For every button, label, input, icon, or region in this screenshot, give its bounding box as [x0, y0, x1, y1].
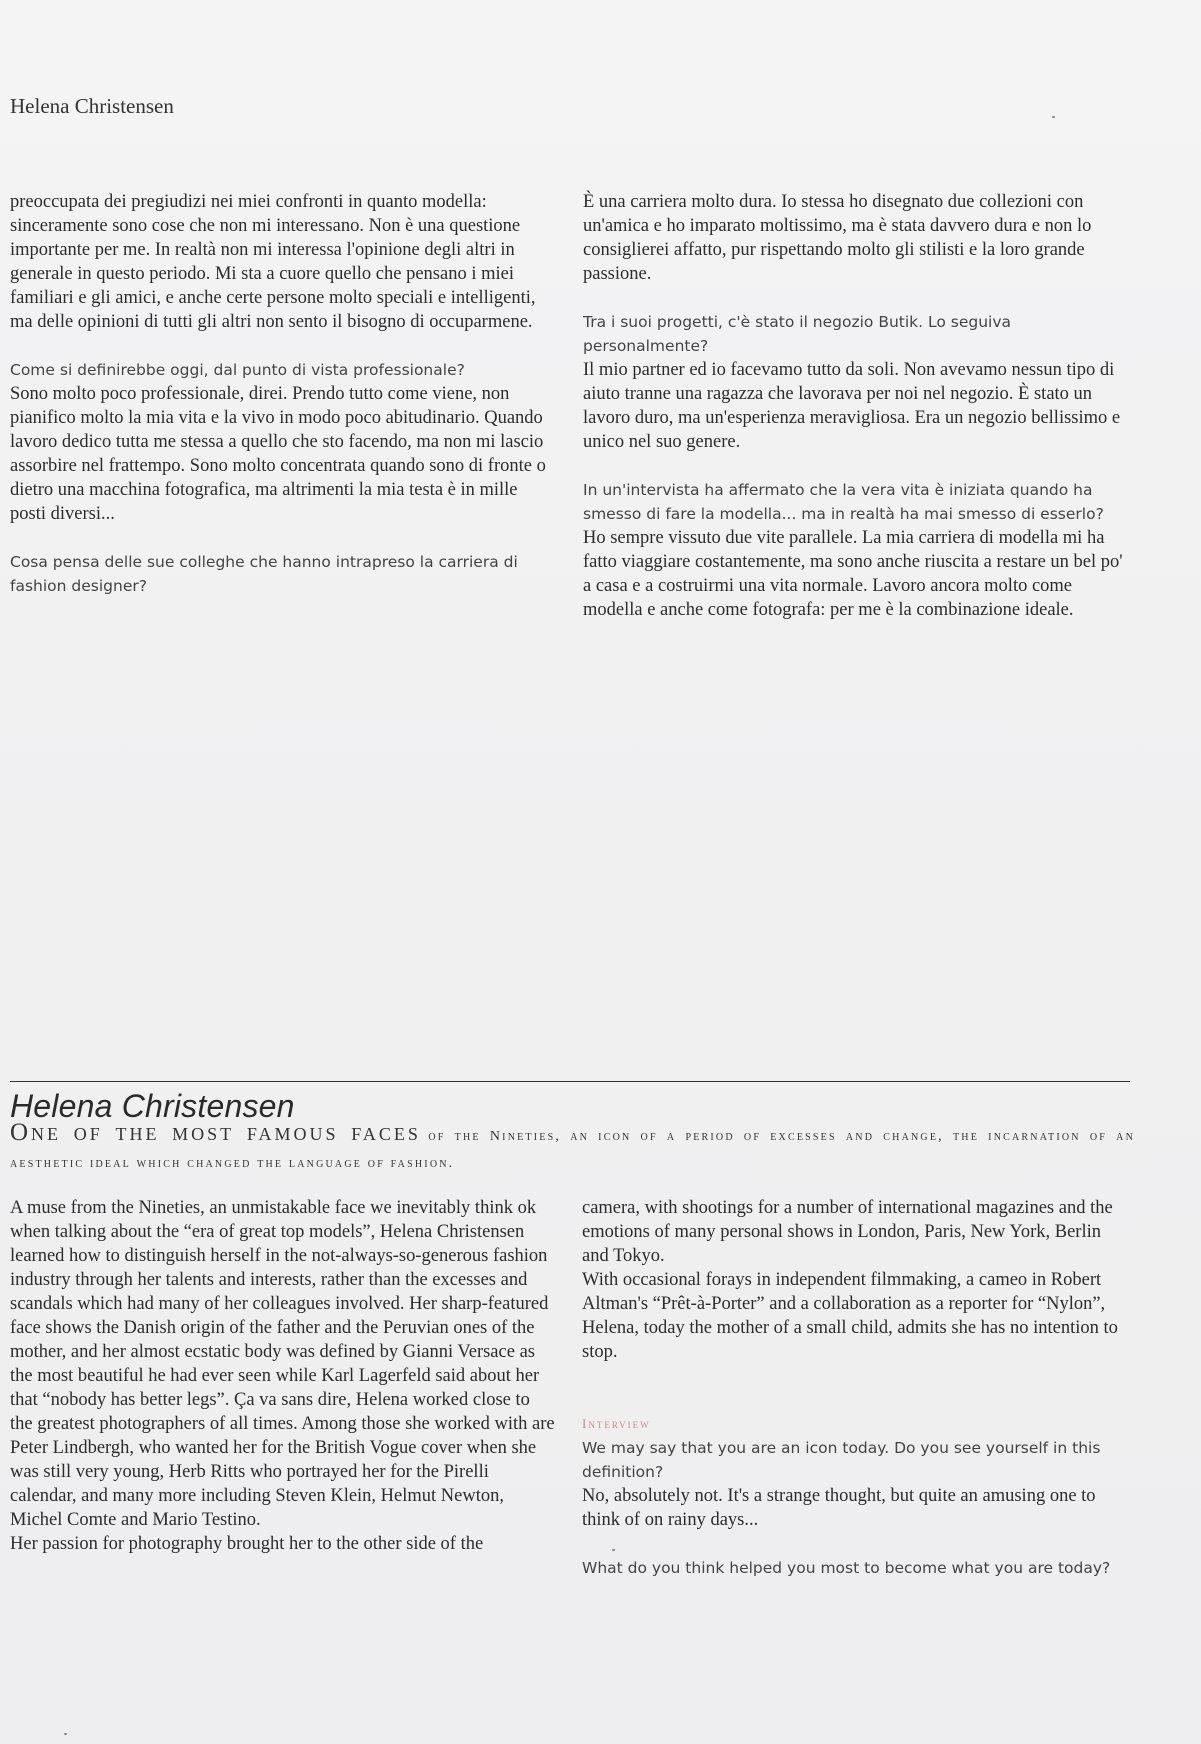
italian-answer: Il mio partner ed io facevamo tutto da soli. Non avevamo nessun tipo di aiuto tranne una ragazza che lavorava per noi nel negozio. È stato un lavoro duro, ma un'esperienza meravigliosa. Era un negozio bellissimo e unico nel suo genere.	[583, 360, 1121, 452]
italian-question: Tra i suoi progetti, c'è stato il negozio Butik. Lo seguiva personalmente?	[583, 313, 1012, 355]
deck-lead: One of the most famous faces	[10, 1119, 421, 1146]
section-divider	[10, 1081, 1130, 1082]
scan-speck	[1052, 116, 1055, 118]
italian-question: Come si definirebbe oggi, dal punto di vista professionale?	[10, 361, 465, 379]
running-head: Helena Christensen	[10, 94, 174, 118]
italian-answer: È una carriera molto dura. Io stessa ho disegnato due collezioni con un'amica e ho imparato moltissimo, ma è stata davvero dura e non lo consiglierei affatto, pur rispettando molto gli stilisti e la loro grande passione.	[583, 192, 1092, 284]
english-body: A muse from the Nineties, an unmistakable face we inevitably think ok when talking about the “era of great top models”, Helena Christensen learned how to distinguish herself in the not-always-so-generous fashion industry through her talents and interests, rather than the excesses and scandals which had many of her colleagues involved. Her sharp-featured face shows the Danish origin of the father and the Peruvian ones of the mother, and her almost ecstatic body was defined by Gianni Versace as the most beautiful he had ever seen while Karl Lagerfeld said about her that “nobody has better legs”. Ça va sans dire, Helena worked close to the greatest photographers of all times. Among those she worked with are Peter Lindbergh, who wanted her for the British Vogue cover when she was still very young, Herb Ritts who portrayed her for the Pirelli calendar, and many more including Steven Klein, Helmut Newton, Michel Comte and Mario Testino.	[10, 1198, 555, 1530]
article-deck	[10, 1120, 1135, 1177]
deck-rest: of the Nineties, an icon of a period of excesses and change, the incarnation of an aesthetic ideal which changed the language of fashion.	[10, 1129, 1136, 1171]
english-question: What do you think helped you most to become what you are today?	[582, 1559, 1111, 1577]
interview-label: Interview	[582, 1416, 651, 1431]
italian-left-column	[10, 190, 558, 598]
english-answer: No, absolutely not. It's a strange thought, but quite an amusing one to think of on rainy days...	[582, 1486, 1096, 1530]
scan-speck	[612, 1549, 615, 1551]
italian-answer: Sono molto poco professionale, direi. Prendo tutto come viene, non pianifico molto la mia vita e la vivo in modo poco abitudinario. Quando lavoro dedico tutta me stessa a quello che sto facendo, ma non mi lascio assorbire nel frattempo. Sono molto concentrata quando sono di fronte o dietro una macchina fotografica, ma altrimenti la mia testa è in mille posti diversi...	[10, 384, 546, 524]
english-right-column	[582, 1196, 1130, 1580]
english-left-column	[10, 1196, 556, 1556]
english-body: With occasional forays in independent filmmaking, a cameo in Robert Altman's “Prêt-à-Porter” and a collaboration as a reporter for “Nylon”, Helena, today the mother of a small child, admits she has no intention to stop.	[582, 1270, 1118, 1362]
scan-speck	[64, 1733, 67, 1735]
english-question: We may say that you are an icon today. Do you see yourself in this definition?	[582, 1439, 1101, 1481]
italian-question: Cosa pensa delle sue colleghe che hanno intrapreso la carriera di fashion designer?	[10, 553, 518, 595]
italian-answer: Ho sempre vissuto due vite parallele. La mia carriera di modella mi ha fatto viaggiare costantemente, ma sono anche riuscita a restare un bel po' a casa e a costruirmi una vita normale. Lavoro ancora molto come modella e anche come fotografa: per me è la combinazione ideale.	[583, 528, 1123, 620]
italian-question: In un'intervista ha affermato che la vera vita è iniziata quando ha smesso di fare la modella... ma in realtà ha mai smesso di esserlo?	[583, 481, 1104, 523]
italian-answer: preoccupata dei pregiudizi nei miei confronti in quanto modella: sinceramente sono cose che non mi interessano. Non è una questione importante per me. In realtà non mi interessa l'opinione degli altri in generale in questo periodo. Mi sta a cuore quello che pensano i miei familiari e gli amici, e anche certe persone molto speciali e intelligenti, ma delle opinioni di tutti gli altri non sento il bisogno di occuparmene.	[10, 192, 536, 332]
english-body: camera, with shootings for a number of international magazines and the emotions of many personal shows in London, Paris, New York, Berlin and Tokyo.	[582, 1198, 1113, 1266]
english-body: Her passion for photography brought her to the other side of the	[10, 1534, 484, 1554]
italian-right-column	[583, 190, 1129, 622]
article-title: Helena Christensen	[10, 1088, 295, 1124]
